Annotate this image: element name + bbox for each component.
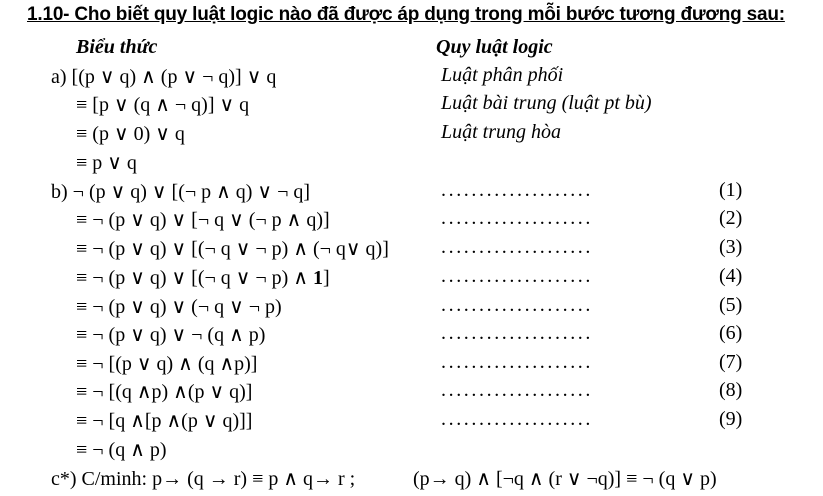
expression: ≡ ¬ [(q ∧p) ∧(p ∨ q)] bbox=[76, 381, 253, 403]
part-b-row bbox=[0, 207, 823, 233]
step-number: (1) bbox=[719, 179, 743, 201]
step-number: (2) bbox=[719, 207, 743, 229]
expression: ≡ ¬ [q ∧[p ∧(p ∨ q)]] bbox=[76, 410, 253, 432]
expression: b) ¬ (p ∨ q) ∨ [(¬ p ∧ q) ∨ ¬ q] bbox=[51, 181, 311, 203]
expression: ≡ ¬ (p ∨ q) ∨ ¬ (q ∧ p) bbox=[76, 324, 266, 346]
step-number: (4) bbox=[719, 265, 743, 287]
answer-blank: .................... bbox=[441, 294, 593, 316]
expression: ≡ ¬ (q ∧ p) bbox=[76, 439, 167, 461]
step-number: (6) bbox=[719, 322, 743, 344]
expression: a) [(p ∨ q) ∧ (p ∨ ¬ q)] ∨ q bbox=[51, 66, 277, 88]
answer-blank: .................... bbox=[441, 265, 593, 287]
part-c-left-statement: c*) C/minh: p→ (q → r) ≡ p ∧ q→ r ; bbox=[51, 468, 356, 490]
part-b-row bbox=[0, 437, 823, 463]
part-c-row bbox=[51, 466, 717, 491]
column-header-expression: Biểu thức bbox=[76, 36, 158, 58]
column-header-law: Quy luật logic bbox=[436, 36, 553, 58]
answer-blank: .................... bbox=[441, 179, 593, 201]
constant-one: 1 bbox=[312, 267, 323, 289]
part-b-row bbox=[0, 294, 823, 320]
exercise-title: 1.10- Cho biết quy luật logic nào đã được áp dụng trong mỗi bước tương đương sau: bbox=[27, 4, 785, 25]
step-number: (5) bbox=[719, 294, 743, 316]
part-b-row bbox=[0, 351, 823, 377]
part-a-row bbox=[0, 64, 823, 90]
answer-blank: .................... bbox=[441, 408, 593, 430]
step-number: (8) bbox=[719, 379, 743, 401]
answer-blank: .................... bbox=[441, 236, 593, 258]
expression: ≡ p ∨ q bbox=[76, 152, 137, 174]
answer-blank: .................... bbox=[441, 207, 593, 229]
part-c-right-statement: (p→ q) ∧ [¬q ∧ (r ∨ ¬q)] ≡ ¬ (q ∨ p) bbox=[413, 468, 717, 490]
part-b-row bbox=[0, 408, 823, 434]
expression: ≡ ¬ (p ∨ q) ∨ [¬ q ∨ (¬ p ∧ q)] bbox=[76, 209, 330, 231]
expression-part: ≡ ¬ (p ∨ q) ∨ [(¬ q ∨ ¬ p) ∧ bbox=[76, 267, 313, 289]
expression: ≡ ¬ (p ∨ q) ∨ (¬ q ∨ ¬ p) bbox=[76, 296, 282, 318]
logic-law: Luật phân phối bbox=[441, 64, 564, 86]
expression-part: ] bbox=[322, 267, 330, 289]
expression: ≡ ¬ (p ∨ q) ∨ [(¬ q ∨ ¬ p) ∧ (¬ q∨ q)] bbox=[76, 238, 389, 260]
part-b-row bbox=[0, 322, 823, 348]
part-a-row bbox=[0, 121, 823, 147]
part-b-row bbox=[0, 179, 823, 205]
step-number: (9) bbox=[719, 408, 743, 430]
part-b-row bbox=[0, 379, 823, 405]
part-a-row bbox=[0, 92, 823, 118]
answer-blank: .................... bbox=[441, 322, 593, 344]
step-number: (3) bbox=[719, 236, 743, 258]
part-b-row bbox=[0, 236, 823, 262]
part-b-row bbox=[0, 265, 823, 291]
answer-blank: .................... bbox=[441, 379, 593, 401]
expression: ≡ [p ∨ (q ∧ ¬ q)] ∨ q bbox=[76, 94, 250, 116]
answer-blank: .................... bbox=[441, 351, 593, 373]
logic-law: Luật bài trung (luật pt bù) bbox=[441, 92, 652, 114]
expression: ≡ (p ∨ 0) ∨ q bbox=[76, 123, 185, 145]
step-number: (7) bbox=[719, 351, 743, 373]
expression: ≡ ¬ [(p ∨ q) ∧ (q ∧p)] bbox=[76, 353, 258, 375]
logic-law: Luật trung hòa bbox=[441, 121, 562, 143]
part-a-row bbox=[0, 150, 823, 176]
expression bbox=[76, 265, 330, 290]
